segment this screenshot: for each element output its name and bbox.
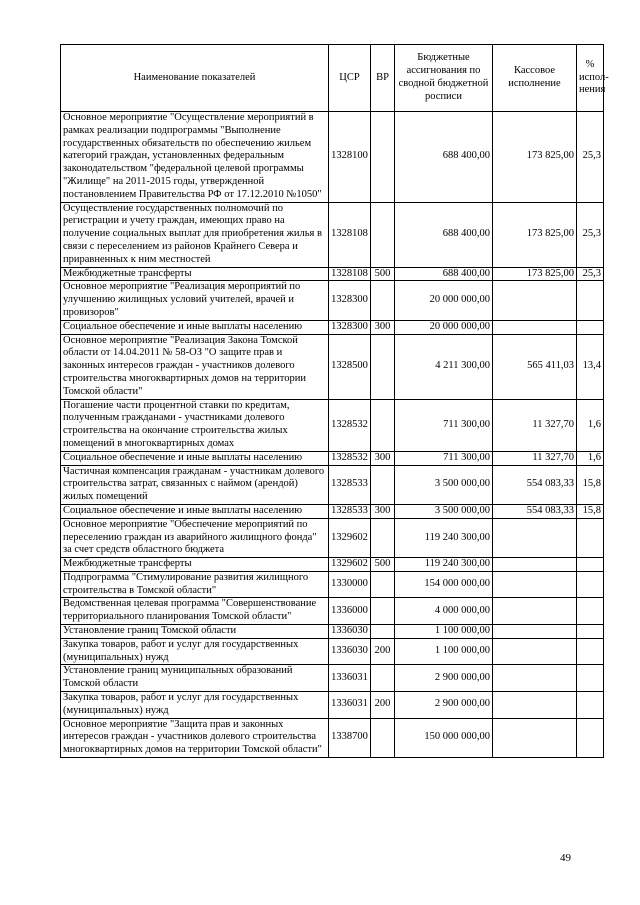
table-row xyxy=(61,399,604,451)
row-execution-cell: 173 825,00 xyxy=(493,112,577,203)
header-allocation: Бюджетные ассигнования по сводной бюджетной росписи xyxy=(395,45,493,112)
row-allocation-cell: 688 400,00 xyxy=(395,112,493,203)
row-allocation-cell: 3 500 000,00 xyxy=(395,465,493,504)
row-execution-cell: 565 411,03 xyxy=(493,334,577,399)
row-vr-cell xyxy=(371,598,395,625)
row-execution-cell: 11 327,70 xyxy=(493,399,577,451)
row-percent-cell xyxy=(577,638,604,665)
row-allocation-cell: 2 900 000,00 xyxy=(395,692,493,719)
row-vr-cell xyxy=(371,625,395,639)
table-row xyxy=(61,718,604,757)
row-allocation-cell: 4 211 300,00 xyxy=(395,334,493,399)
row-allocation-cell: 688 400,00 xyxy=(395,202,493,267)
row-vr-cell xyxy=(371,202,395,267)
row-vr-cell: 200 xyxy=(371,692,395,719)
row-percent-cell xyxy=(577,625,604,639)
page-number: 49 xyxy=(560,852,571,864)
row-name-cell: Частичная компенсация гражданам - участникам долевого строительства затрат, связанных с наймом (арендой) жилых помещений xyxy=(61,465,329,504)
header-vr: ВР xyxy=(371,45,395,112)
row-execution-cell xyxy=(493,718,577,757)
row-csr-cell: 1329602 xyxy=(329,518,371,557)
row-allocation-cell: 20 000 000,00 xyxy=(395,320,493,334)
row-name-cell: Межбюджетные трансферты xyxy=(61,267,329,281)
row-percent-cell xyxy=(577,718,604,757)
row-name-cell: Основное мероприятие "Реализация мероприятий по улучшению жилищных условий учителей, врачей и провизоров" xyxy=(61,281,329,320)
table-row xyxy=(61,665,604,692)
row-percent-cell xyxy=(577,281,604,320)
row-vr-cell xyxy=(371,112,395,203)
row-csr-cell: 1328532 xyxy=(329,399,371,451)
row-csr-cell: 1328500 xyxy=(329,334,371,399)
row-vr-cell xyxy=(371,334,395,399)
row-name-cell: Основное мероприятие "Осуществление мероприятий в рамках реализации подпрограммы "Выполнение государственных обязательств по обеспечению жильем категорий граждан, установленных федеральным законодательством "федеральной целевой программы "Жилище" на 2011-2015 годы, утвержденной постановлением Правительства РФ от 17.12.2010 №1050" xyxy=(61,112,329,203)
row-execution-cell: 11 327,70 xyxy=(493,451,577,465)
row-percent-cell xyxy=(577,320,604,334)
row-vr-cell: 300 xyxy=(371,451,395,465)
table-row xyxy=(61,320,604,334)
row-vr-cell xyxy=(371,665,395,692)
row-allocation-cell: 711 300,00 xyxy=(395,399,493,451)
row-percent-cell xyxy=(577,665,604,692)
row-execution-cell xyxy=(493,598,577,625)
table-row xyxy=(61,558,604,572)
row-csr-cell: 1336000 xyxy=(329,598,371,625)
row-csr-cell: 1328533 xyxy=(329,504,371,518)
row-csr-cell: 1328108 xyxy=(329,202,371,267)
header-name: Наименование показателей xyxy=(61,45,329,112)
row-vr-cell xyxy=(371,465,395,504)
row-name-cell: Межбюджетные трансферты xyxy=(61,558,329,572)
row-vr-cell: 300 xyxy=(371,504,395,518)
row-percent-cell: 1,6 xyxy=(577,451,604,465)
row-execution-cell xyxy=(493,320,577,334)
row-execution-cell: 173 825,00 xyxy=(493,202,577,267)
row-vr-cell: 500 xyxy=(371,267,395,281)
row-allocation-cell: 688 400,00 xyxy=(395,267,493,281)
budget-table xyxy=(60,44,609,758)
row-percent-cell: 25,3 xyxy=(577,112,604,203)
row-name-cell: Установление границ Томской области xyxy=(61,625,329,639)
row-name-cell: Основное мероприятие "Защита прав и законных интересов граждан - участников долевого строительства многоквартирных домов на территории Томской области" xyxy=(61,718,329,757)
row-vr-cell xyxy=(371,718,395,757)
row-csr-cell: 1328533 xyxy=(329,465,371,504)
row-percent-cell: 15,8 xyxy=(577,465,604,504)
table-row xyxy=(61,504,604,518)
row-csr-cell: 1328300 xyxy=(329,320,371,334)
table-row xyxy=(61,334,604,399)
row-name-cell: Установление границ муниципальных образований Томской области xyxy=(61,665,329,692)
row-vr-cell: 500 xyxy=(371,558,395,572)
row-execution-cell xyxy=(493,558,577,572)
row-csr-cell: 1336031 xyxy=(329,692,371,719)
row-percent-cell: 1,6 xyxy=(577,399,604,451)
row-name-cell: Ведомственная целевая программа "Совершенствование территориального планирования Томской области" xyxy=(61,598,329,625)
row-name-cell: Осуществление государственных полномочий по регистрации и учету граждан, имеющих право на получение социальных выплат для приобретения жилья в связи с переселением из районов Крайнего Севера и приравненных к ним местностей xyxy=(61,202,329,267)
row-execution-cell: 554 083,33 xyxy=(493,465,577,504)
row-vr-cell xyxy=(371,281,395,320)
row-csr-cell: 1336030 xyxy=(329,625,371,639)
row-allocation-cell: 154 000 000,00 xyxy=(395,571,493,598)
row-percent-cell: 13,4 xyxy=(577,334,604,399)
row-execution-cell xyxy=(493,625,577,639)
row-allocation-cell: 2 900 000,00 xyxy=(395,665,493,692)
table-row xyxy=(61,451,604,465)
row-name-cell: Закупка товаров, работ и услуг для государственных (муниципальных) нужд xyxy=(61,638,329,665)
table-row xyxy=(61,625,604,639)
row-csr-cell: 1336031 xyxy=(329,665,371,692)
row-csr-cell: 1338700 xyxy=(329,718,371,757)
row-allocation-cell: 711 300,00 xyxy=(395,451,493,465)
row-execution-cell xyxy=(493,518,577,557)
row-csr-cell: 1328532 xyxy=(329,451,371,465)
table-row xyxy=(61,598,604,625)
row-allocation-cell: 3 500 000,00 xyxy=(395,504,493,518)
row-vr-cell xyxy=(371,399,395,451)
row-allocation-cell: 119 240 300,00 xyxy=(395,558,493,572)
row-vr-cell xyxy=(371,571,395,598)
row-percent-cell: 25,3 xyxy=(577,202,604,267)
row-name-cell: Основное мероприятие "Реализация Закона Томской области от 14.04.2011 № 58-ОЗ "О защите прав и законных интересов граждан - участников долевого строительства многоквартирных домов на территории Томской области" xyxy=(61,334,329,399)
row-name-cell: Социальное обеспечение и иные выплаты населению xyxy=(61,504,329,518)
row-name-cell: Подпрограмма "Стимулирование развития жилищного строительства в Томской области" xyxy=(61,571,329,598)
table-row xyxy=(61,518,604,557)
row-allocation-cell: 119 240 300,00 xyxy=(395,518,493,557)
row-csr-cell: 1330000 xyxy=(329,571,371,598)
row-execution-cell xyxy=(493,638,577,665)
row-allocation-cell: 1 100 000,00 xyxy=(395,625,493,639)
row-vr-cell: 200 xyxy=(371,638,395,665)
row-allocation-cell: 150 000 000,00 xyxy=(395,718,493,757)
row-csr-cell: 1328108 xyxy=(329,267,371,281)
row-percent-cell xyxy=(577,518,604,557)
row-name-cell: Основное мероприятие "Обеспечение мероприятий по переселению граждан из аварийного жилищного фонда" за счет средств областного бюджета xyxy=(61,518,329,557)
table-header-row xyxy=(61,45,604,112)
row-allocation-cell: 1 100 000,00 xyxy=(395,638,493,665)
row-percent-cell xyxy=(577,598,604,625)
row-percent-cell xyxy=(577,571,604,598)
header-csr: ЦСР xyxy=(329,45,371,112)
row-execution-cell xyxy=(493,281,577,320)
row-percent-cell: 15,8 xyxy=(577,504,604,518)
table-row xyxy=(61,202,604,267)
row-name-cell: Погашение части процентной ставки по кредитам, полученным гражданами - участниками долевого строительства на окончание строительства жилых помещений в многоквартирных домах xyxy=(61,399,329,451)
row-name-cell: Социальное обеспечение и иные выплаты населению xyxy=(61,451,329,465)
table-row xyxy=(61,267,604,281)
table-row xyxy=(61,465,604,504)
row-allocation-cell: 20 000 000,00 xyxy=(395,281,493,320)
table-row xyxy=(61,571,604,598)
table-row xyxy=(61,281,604,320)
row-execution-cell: 554 083,33 xyxy=(493,504,577,518)
row-execution-cell xyxy=(493,665,577,692)
row-csr-cell: 1329602 xyxy=(329,558,371,572)
row-execution-cell xyxy=(493,692,577,719)
table-row xyxy=(61,112,604,203)
table-row xyxy=(61,638,604,665)
header-percent: % испол-нения xyxy=(577,45,604,112)
row-csr-cell: 1336030 xyxy=(329,638,371,665)
row-vr-cell xyxy=(371,518,395,557)
row-csr-cell: 1328100 xyxy=(329,112,371,203)
row-percent-cell: 25,3 xyxy=(577,267,604,281)
row-vr-cell: 300 xyxy=(371,320,395,334)
row-percent-cell xyxy=(577,692,604,719)
row-csr-cell: 1328300 xyxy=(329,281,371,320)
table-row xyxy=(61,692,604,719)
header-execution: Кассовое исполнение xyxy=(493,45,577,112)
row-name-cell: Социальное обеспечение и иные выплаты населению xyxy=(61,320,329,334)
row-execution-cell: 173 825,00 xyxy=(493,267,577,281)
row-allocation-cell: 4 000 000,00 xyxy=(395,598,493,625)
row-execution-cell xyxy=(493,571,577,598)
row-percent-cell xyxy=(577,558,604,572)
row-name-cell: Закупка товаров, работ и услуг для государственных (муниципальных) нужд xyxy=(61,692,329,719)
